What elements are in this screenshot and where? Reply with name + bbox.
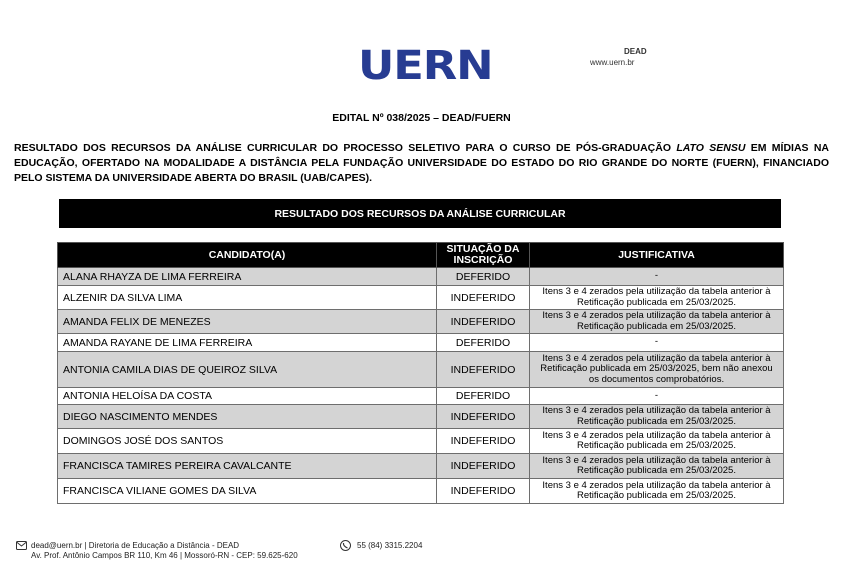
candidate-name: ALANA RHAYZA DE LIMA FERREIRA [58,268,437,286]
justification: Itens 3 e 4 zerados pela utilização da tabela anterior à Retificação publicada em 25/03/2025. [530,454,784,479]
candidate-name: FRANCISCA TAMIRES PEREIRA CAVALCANTE [58,454,437,479]
candidate-name: AMANDA FELIX DE MENEZES [58,310,437,334]
candidate-name: ALZENIR DA SILVA LIMA [58,286,437,310]
situation: DEFERIDO [437,388,530,405]
header-site: www.uern.br [590,58,635,67]
description-part2: EM MÍDIAS NA EDUCAÇÃO, OFERTADO NA MODALIDADE A DISTÂNCIA PELA FUNDAÇÃO UNIVERSIDADE DO ESTADO DO RIO GRANDE DO NORTE (FUERN), FINANCIADO PELO SISTEMA DA UNIVERSIDADE ABERTA DO BRASIL (UAB/CAPES). [14,142,830,184]
header-candidate: CANDIDATO(A) [58,243,437,268]
table-row [58,429,784,454]
mail-icon [16,541,27,550]
phone-icon [340,540,351,551]
justification: - [530,268,784,286]
header-justification: JUSTIFICATIVA [530,243,784,268]
table-row [58,388,784,405]
uern-logo: UERN [358,43,493,89]
table-row [58,268,784,286]
footer-phone: 55 (84) 3315.2204 [357,541,423,550]
table-row [58,479,784,504]
situation: INDEFERIDO [437,310,530,334]
candidate-name: AMANDA RAYANE DE LIMA FERREIRA [58,334,437,352]
justification: Itens 3 e 4 zerados pela utilização da tabela anterior à Retificação publicada em 25/03/2025. [530,479,784,504]
situation: INDEFERIDO [437,429,530,454]
table-row [58,454,784,479]
candidate-name: DIEGO NASCIMENTO MENDES [58,405,437,429]
table-row [58,405,784,429]
description-italic: LATO SENSU [676,142,746,154]
situation: DEFERIDO [437,334,530,352]
footer-line2: Av. Prof. Antônio Campos BR 110, Km 46 | Mossoró-RN - CEP: 59.625-620 [31,551,298,560]
justification: Itens 3 e 4 zerados pela utilização da tabela anterior à Retificação publicada em 25/03/2025. [530,429,784,454]
candidate-name: ANTONIA HELOÍSA DA COSTA [58,388,437,405]
situation: INDEFERIDO [437,454,530,479]
description [14,141,829,186]
candidate-name: ANTONIA CAMILA DIAS DE QUEIROZ SILVA [58,352,437,388]
situation: INDEFERIDO [437,405,530,429]
justification: - [530,388,784,405]
justification: - [530,334,784,352]
results-table [57,242,784,504]
situation: INDEFERIDO [437,479,530,504]
justification: Itens 3 e 4 zerados pela utilização da tabela anterior à Retificação publicada em 25/03/2025, bem não anexou os documentos comprobatórios. [530,352,784,388]
header-dept: DEAD [624,47,647,56]
section-title-bar [59,199,781,228]
situation: INDEFERIDO [437,352,530,388]
justification: Itens 3 e 4 zerados pela utilização da tabela anterior à Retificação publicada em 25/03/2025. [530,310,784,334]
situation: DEFERIDO [437,268,530,286]
edital-title: EDITAL Nº 038/2025 – DEAD/FUERN [332,112,511,124]
header-situation: SITUAÇÃO DA INSCRIÇÃO [437,243,530,268]
table-row [58,310,784,334]
candidate-name: FRANCISCA VILIANE GOMES DA SILVA [58,479,437,504]
justification: Itens 3 e 4 zerados pela utilização da tabela anterior à Retificação publicada em 25/03/2025. [530,286,784,310]
section-title: RESULTADO DOS RECURSOS DA ANÁLISE CURRICULAR [274,207,566,220]
candidate-name: DOMINGOS JOSÉ DOS SANTOS [58,429,437,454]
footer-line1: dead@uern.br | Diretoria de Educação a Distância - DEAD [31,541,240,550]
situation: INDEFERIDO [437,286,530,310]
description-part1: RESULTADO DOS RECURSOS DA ANÁLISE CURRICULAR DO PROCESSO SELETIVO PARA O CURSO DE PÓS-GRADUAÇÃO [14,142,677,154]
table-row [58,286,784,310]
table-row [58,334,784,352]
justification: Itens 3 e 4 zerados pela utilização da tabela anterior à Retificação publicada em 25/03/2025. [530,405,784,429]
table-row [58,352,784,388]
table-header-row [58,243,784,268]
